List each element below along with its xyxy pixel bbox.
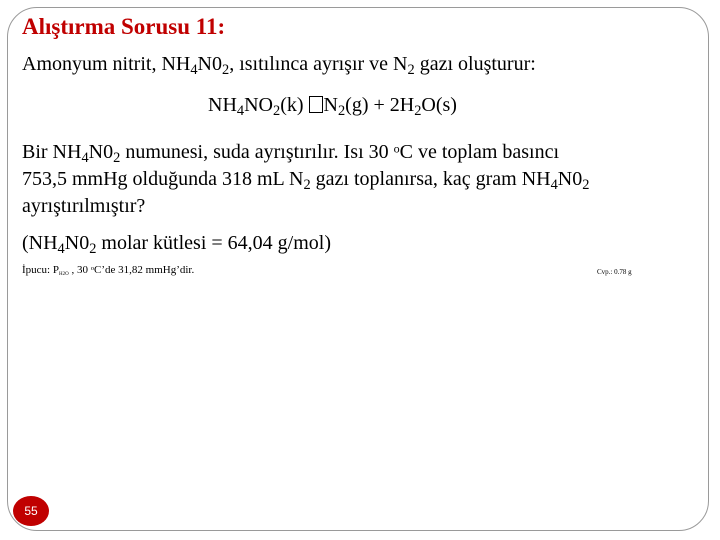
answer-text: Cvp.: 0.78 g <box>597 268 632 276</box>
missing-glyph-icon <box>309 96 323 113</box>
hint-text: İpucu: PH2O , 30 $^o$C’de 31,82 mmHg’dir. <box>22 264 195 277</box>
question-line-1: Bir $NH_4N0_2$ numunesi, suda ayrıştırılır. Isı 30 $^o$C ve toplam basıncı <box>22 141 560 167</box>
question-line-3: ayrıştırılmıştır? <box>22 195 146 217</box>
molar-mass-line: ($NH_4N0_2$ molar kütlesi = 64,04 g/mol) <box>22 232 331 258</box>
question-line-2: 753,5 mmHg olduğunda 318 mL $N_2$ gazı toplanırsa, kaç gram $NH_4N0_2$ <box>22 168 590 194</box>
reaction-equation: $NH_4NO_2(k) N_2(g) + 2H_2O(s)$ <box>208 94 457 120</box>
page-number-badge: 55 <box>13 496 49 526</box>
intro-text: Amonyum nitrit, $NH_4N0_2$, ısıtılınca ayrışır ve $N_2$ gazı oluşturur: <box>22 53 536 79</box>
slide-title: Alıştırma Sorusu 11: <box>22 14 226 39</box>
